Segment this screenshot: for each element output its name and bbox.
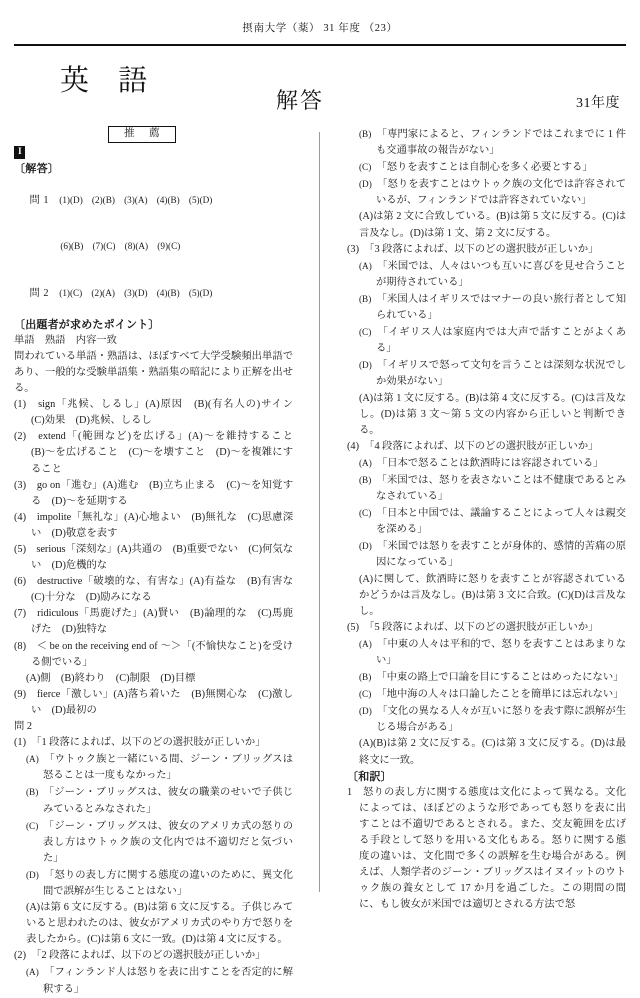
section-number-row xyxy=(14,144,293,160)
answer-key-q1-row2 xyxy=(14,224,293,271)
q2-option-text: 「怒りの表し方に関する態度の違いのために、異文化間で誤解が生じることはない」 xyxy=(43,869,293,897)
vocab-item-number: (8) xyxy=(14,640,27,652)
intro-paragraph: 問われている単語・熟語は、ほぼすべて大学受験頻出単語であり、一般的な受験単語集・熟語集の暗記により正解を出せる。 xyxy=(14,350,293,395)
vocab-item xyxy=(14,397,304,429)
q2-option xyxy=(347,472,626,505)
answer-key-q2-row1 xyxy=(14,270,293,317)
q2-question-number: (3) xyxy=(347,243,360,255)
answer-heading: 〔解答〕 xyxy=(14,163,60,176)
vocab-item xyxy=(14,639,293,671)
q2-option xyxy=(347,324,626,357)
body-columns xyxy=(14,126,627,995)
q2-explanation: (A)(B)は第 2 文に反する。(C)は第 3 文に反する。(D)は最終文に一致。 xyxy=(359,738,626,766)
q2-prompt-text: 「2 段落によれば、以下のどの選択肢が正しいか」 xyxy=(36,950,266,962)
q2-option-label: (D) xyxy=(359,360,372,371)
vocab-item-number: (2) xyxy=(14,431,27,443)
header-rule xyxy=(14,44,626,46)
q2-prompt-text: 「1 段落によれば、以下のどの選択肢が正しいか」 xyxy=(36,737,266,749)
q2-option-label: (C) xyxy=(26,820,39,831)
q2-option xyxy=(347,126,626,159)
q2-question-prompt xyxy=(347,439,626,455)
badge-row xyxy=(14,126,293,143)
q2-option-text: 「中東の路上で口論を目にすることはめったにない」 xyxy=(381,672,624,684)
answer-title: 解答 xyxy=(276,88,325,113)
q2-option xyxy=(347,703,626,736)
q2-explanation: (A)は第 6 文に反する。(B)は第 6 文に反する。子供じみていると思われたのは、彼女がアメリカ式のやり方で怒りを表したから。(C)は第 6 文に一致。(D)は第 4 文に反する。 xyxy=(26,902,293,946)
translation-heading: 〔和訳〕 xyxy=(347,770,392,783)
q2-option-text: 「文化の異なる人々が互いに怒りを表す際に誤解が生じる場合がある」 xyxy=(376,706,626,734)
q2-option-text: 「地中海の人々は口論したことを簡単には忘れない」 xyxy=(381,689,624,701)
points-summary: 単語 熟語 内容一致 xyxy=(14,334,117,346)
q2-option-text: 「ジーン・ブリッグスは、彼女のアメリカ式の怒りの表し方はウトゥク族の文化内では不適切だと気づいた」 xyxy=(43,820,294,864)
q2-option-text: 「米国では怒りを表すことが身体的、感情的苦痛の原因になっている」 xyxy=(376,541,626,569)
q2-prompt-text: 「3 段落によれば、以下のどの選択肢が正しいか」 xyxy=(369,243,599,255)
q2-option-label: (A) xyxy=(359,260,372,271)
q2-option xyxy=(14,751,293,784)
q2-question-number: (4) xyxy=(347,440,360,452)
vocab-item xyxy=(14,687,293,719)
q2-option-text: 「米国人はイギリスではマナーの良い旅行者として知られている」 xyxy=(376,293,626,322)
q2-option xyxy=(347,686,626,703)
q2-option-label: (D) xyxy=(359,706,372,717)
answer-key-q1-row1 xyxy=(14,177,293,224)
q2-heading: 問 2 xyxy=(14,721,33,733)
q2-option-label: (C) xyxy=(359,689,372,700)
vocab-item-text: extend「(範囲など)を広げる」(A)〜を維持すること (B)〜を広げること (C)〜を壊すこと (D)〜を複雑にすること xyxy=(31,431,304,475)
q2-option xyxy=(347,291,626,324)
q2-option xyxy=(14,818,293,867)
q2-label: 問 2 xyxy=(29,287,49,299)
q2-option-label: (A) xyxy=(359,638,372,649)
q2-option-label: (D) xyxy=(359,541,372,552)
right-column xyxy=(347,126,627,911)
vocab-item xyxy=(14,574,304,606)
vocab-item xyxy=(14,478,293,510)
subject-title: 英 語 xyxy=(60,65,159,97)
q2-option-text: 「イギリスで怒って文句を言うことは深刻な状況でしか効果がない」 xyxy=(376,360,627,388)
q2-option-text: 「ジーン・ブリッグスは、彼女の職業のせいで子供じみているとみなされた」 xyxy=(43,787,294,815)
q2-option-label: (B) xyxy=(359,672,372,683)
q2-option xyxy=(347,505,626,538)
q2-option-text: 「フィンランド人は怒りを表に出すことを否定的に解釈する」 xyxy=(43,967,294,995)
q2-option-label: (D) xyxy=(359,179,372,190)
vocab-item-number: (6) xyxy=(14,576,27,588)
q2-question-prompt xyxy=(347,242,626,258)
q2-option-text: 「日本と中国では、議論することによって人々は親交を深める」 xyxy=(376,508,626,536)
q2-option xyxy=(14,867,293,900)
q2-option-label: (B) xyxy=(359,474,372,485)
q2-option-text: 「怒りを表すことは自制心を多く必要とする」 xyxy=(381,162,593,174)
exam-type-badge: 推 薦 xyxy=(108,126,176,143)
q2-explanation: (A)は第 2 文に合致している。(B)は第 5 文に反する。(C)は言及なし。(D)は第 1 文、第 2 文に反する。 xyxy=(359,211,626,239)
q2-explanation: (A)に関して、飲酒時に怒りを表すことが容認されているかどうかは言及なし。(B)は第 3 文に合致。(C)(D)は言及なし。 xyxy=(359,573,626,617)
q1-answers-row2: (6)(B) (7)(C) (8)(A) (9)(C) xyxy=(60,241,181,252)
masthead xyxy=(14,58,626,120)
vocab-item xyxy=(14,542,293,574)
q2-option xyxy=(347,176,626,209)
q2-question-prompt xyxy=(14,735,293,751)
q2-option xyxy=(14,784,293,817)
q2-option-label: (B) xyxy=(26,787,39,798)
q2-option-text: 「専門家によると、フィンランドではこれまでに 1 件も交通事故の報告がない」 xyxy=(376,129,627,157)
q2-option-label: (C) xyxy=(359,162,372,173)
q2-option-label: (A) xyxy=(359,457,372,468)
q2-question-number: (1) xyxy=(14,737,27,749)
vocab-item-text: impolite「無礼な」(A)心地よい (B)無礼な (C)思慮深い (D)敬意を表す xyxy=(31,511,293,539)
vocab-item-number: (4) xyxy=(14,511,27,523)
q2-option xyxy=(347,636,626,669)
vocab-item-number: (5) xyxy=(14,544,27,555)
q2-question-number: (2) xyxy=(14,950,27,962)
q2-option-text: 「中東の人々は平和的で、怒りを表すことはあまりない」 xyxy=(376,638,627,666)
vocab-item-number: (1) xyxy=(14,399,27,411)
vocab-item-text: ＜ be on the receiving end of 〜＞「(不愉快なこと)を受ける側でいる」 xyxy=(31,640,293,668)
vocab-item-options: (A)側 (B)終わり (C)制限 (D)目標 xyxy=(26,672,196,684)
year-label: 31年度 xyxy=(576,96,620,111)
q2-answers-row1: (1)(C) (2)(A) (3)(D) (4)(B) (5)(D) xyxy=(59,287,213,298)
points-heading: 〔出題者が求めたポイント〕 xyxy=(14,318,160,331)
q2-question-number: (5) xyxy=(347,621,360,633)
q2-question-prompt xyxy=(14,948,293,964)
q1-answers-row1: (1)(D) (2)(B) (3)(A) (4)(B) (5)(D) xyxy=(59,194,213,205)
vocab-item-text: go on「進む」(A)進む (B)立ち止まる (C)〜を知覚する (D)〜を延期する xyxy=(31,479,294,507)
running-head: 摂南大学（薬） 31 年度 （23） xyxy=(242,23,398,34)
q2-option-label: (A) xyxy=(26,967,39,978)
vocab-item xyxy=(14,606,293,638)
vocab-item-text: serious「深刻な」(A)共通の (B)重要でない (C)何気ない (D)危機的な xyxy=(31,544,294,572)
vocab-item xyxy=(14,429,304,477)
q2-option-text: 「ウトゥク族と一緒にいる間、ジーン・ブリッグスは怒ることは一度もなかった」 xyxy=(43,754,294,782)
column-divider xyxy=(319,132,320,892)
q2-option xyxy=(347,538,626,571)
translation-text: 怒りの表し方に関する態度は文化によって異なる。文化によっては、ほぼどのような形であっても怒りを表に出すことは不適切であるとされる。また、交友範囲を広げる手段として怒りを用いる文化もある。怒りに関する態度の違いは、文化間で多くの誤解を生む場合がある。例えば、人類学者のジーン・ブリッグスはイヌイットのウトゥク族の養女として 17 か月を過ごした。この期間の間に、もし彼女が米国では適切とされる方法で怒 xyxy=(359,786,627,911)
q2-option xyxy=(14,964,293,997)
q2-option-text: 「イギリス人は家庭内では大声で話すことがよくある」 xyxy=(376,327,626,355)
q2-option-label: (B) xyxy=(359,293,372,304)
q2-option-label: (C) xyxy=(359,327,372,338)
q2-option xyxy=(347,357,626,390)
q2-option-label: (A) xyxy=(26,754,39,765)
vocab-item-number: (9) xyxy=(14,688,27,700)
q1-label: 問 1 xyxy=(29,194,49,206)
vocab-item-text: destructive「破壊的な、有害な」(A)有益な (B)有害な (C)十分な (D)励みになる xyxy=(31,576,304,604)
left-column xyxy=(14,126,304,995)
q2-prompt-text: 「4 段落によれば、以下のどの選択肢が正しいか」 xyxy=(369,440,599,452)
q2-option xyxy=(347,669,626,686)
vocab-item xyxy=(14,510,293,542)
q2-option-text: 「怒りを表すことはウトゥク族の文化では許容されているが、フィンランドでは許容されていない」 xyxy=(376,179,627,207)
vocab-item-number: (7) xyxy=(14,608,27,620)
vocab-item-text: sign「兆候、しるし」(A)原因 (B)(有名人の)サイン (C)効果 (D)兆候、しるし xyxy=(31,399,304,427)
vocab-item-text: fierce「激しい」(A)落ち着いた (B)無関心な (C)激しい (D)最初の xyxy=(31,688,293,716)
q2-option-text: 「米国では、人々はいつも互いに喜びを見せ合うことが期待されている」 xyxy=(376,260,626,288)
q2-option-text: 「日本で怒ることは飲酒時には容認されている」 xyxy=(382,457,604,469)
q2-option xyxy=(347,258,626,291)
vocab-item-text: ridiculous「馬鹿げた」(A)賢い (B)論理的な (C)馬鹿げた (D)独特な xyxy=(31,608,293,636)
q2-question-prompt xyxy=(347,620,626,636)
q2-prompt-text: 「5 段落によれば、以下のどの選択肢が正しいか」 xyxy=(369,621,599,633)
q2-option-label: (C) xyxy=(359,508,372,519)
section-number: I xyxy=(14,146,25,159)
translation-paragraph-number: 1 xyxy=(347,786,353,798)
vocab-item-number: (3) xyxy=(14,479,27,491)
q2-option-label: (B) xyxy=(359,129,372,139)
translation-paragraph xyxy=(347,785,626,914)
q2-option-text: 「米国では、怒りを表さないことは不健康であるとみなされている」 xyxy=(376,474,626,503)
q2-option xyxy=(347,159,626,176)
q2-explanation: (A)は第 1 文に反する。(B)は第 4 文に反する。(C)は言及なし。(D)は第 3 文〜第 5 文の内容から正しいと判断できる。 xyxy=(359,392,626,436)
q2-option xyxy=(347,455,626,472)
q2-option-label: (D) xyxy=(26,869,39,880)
